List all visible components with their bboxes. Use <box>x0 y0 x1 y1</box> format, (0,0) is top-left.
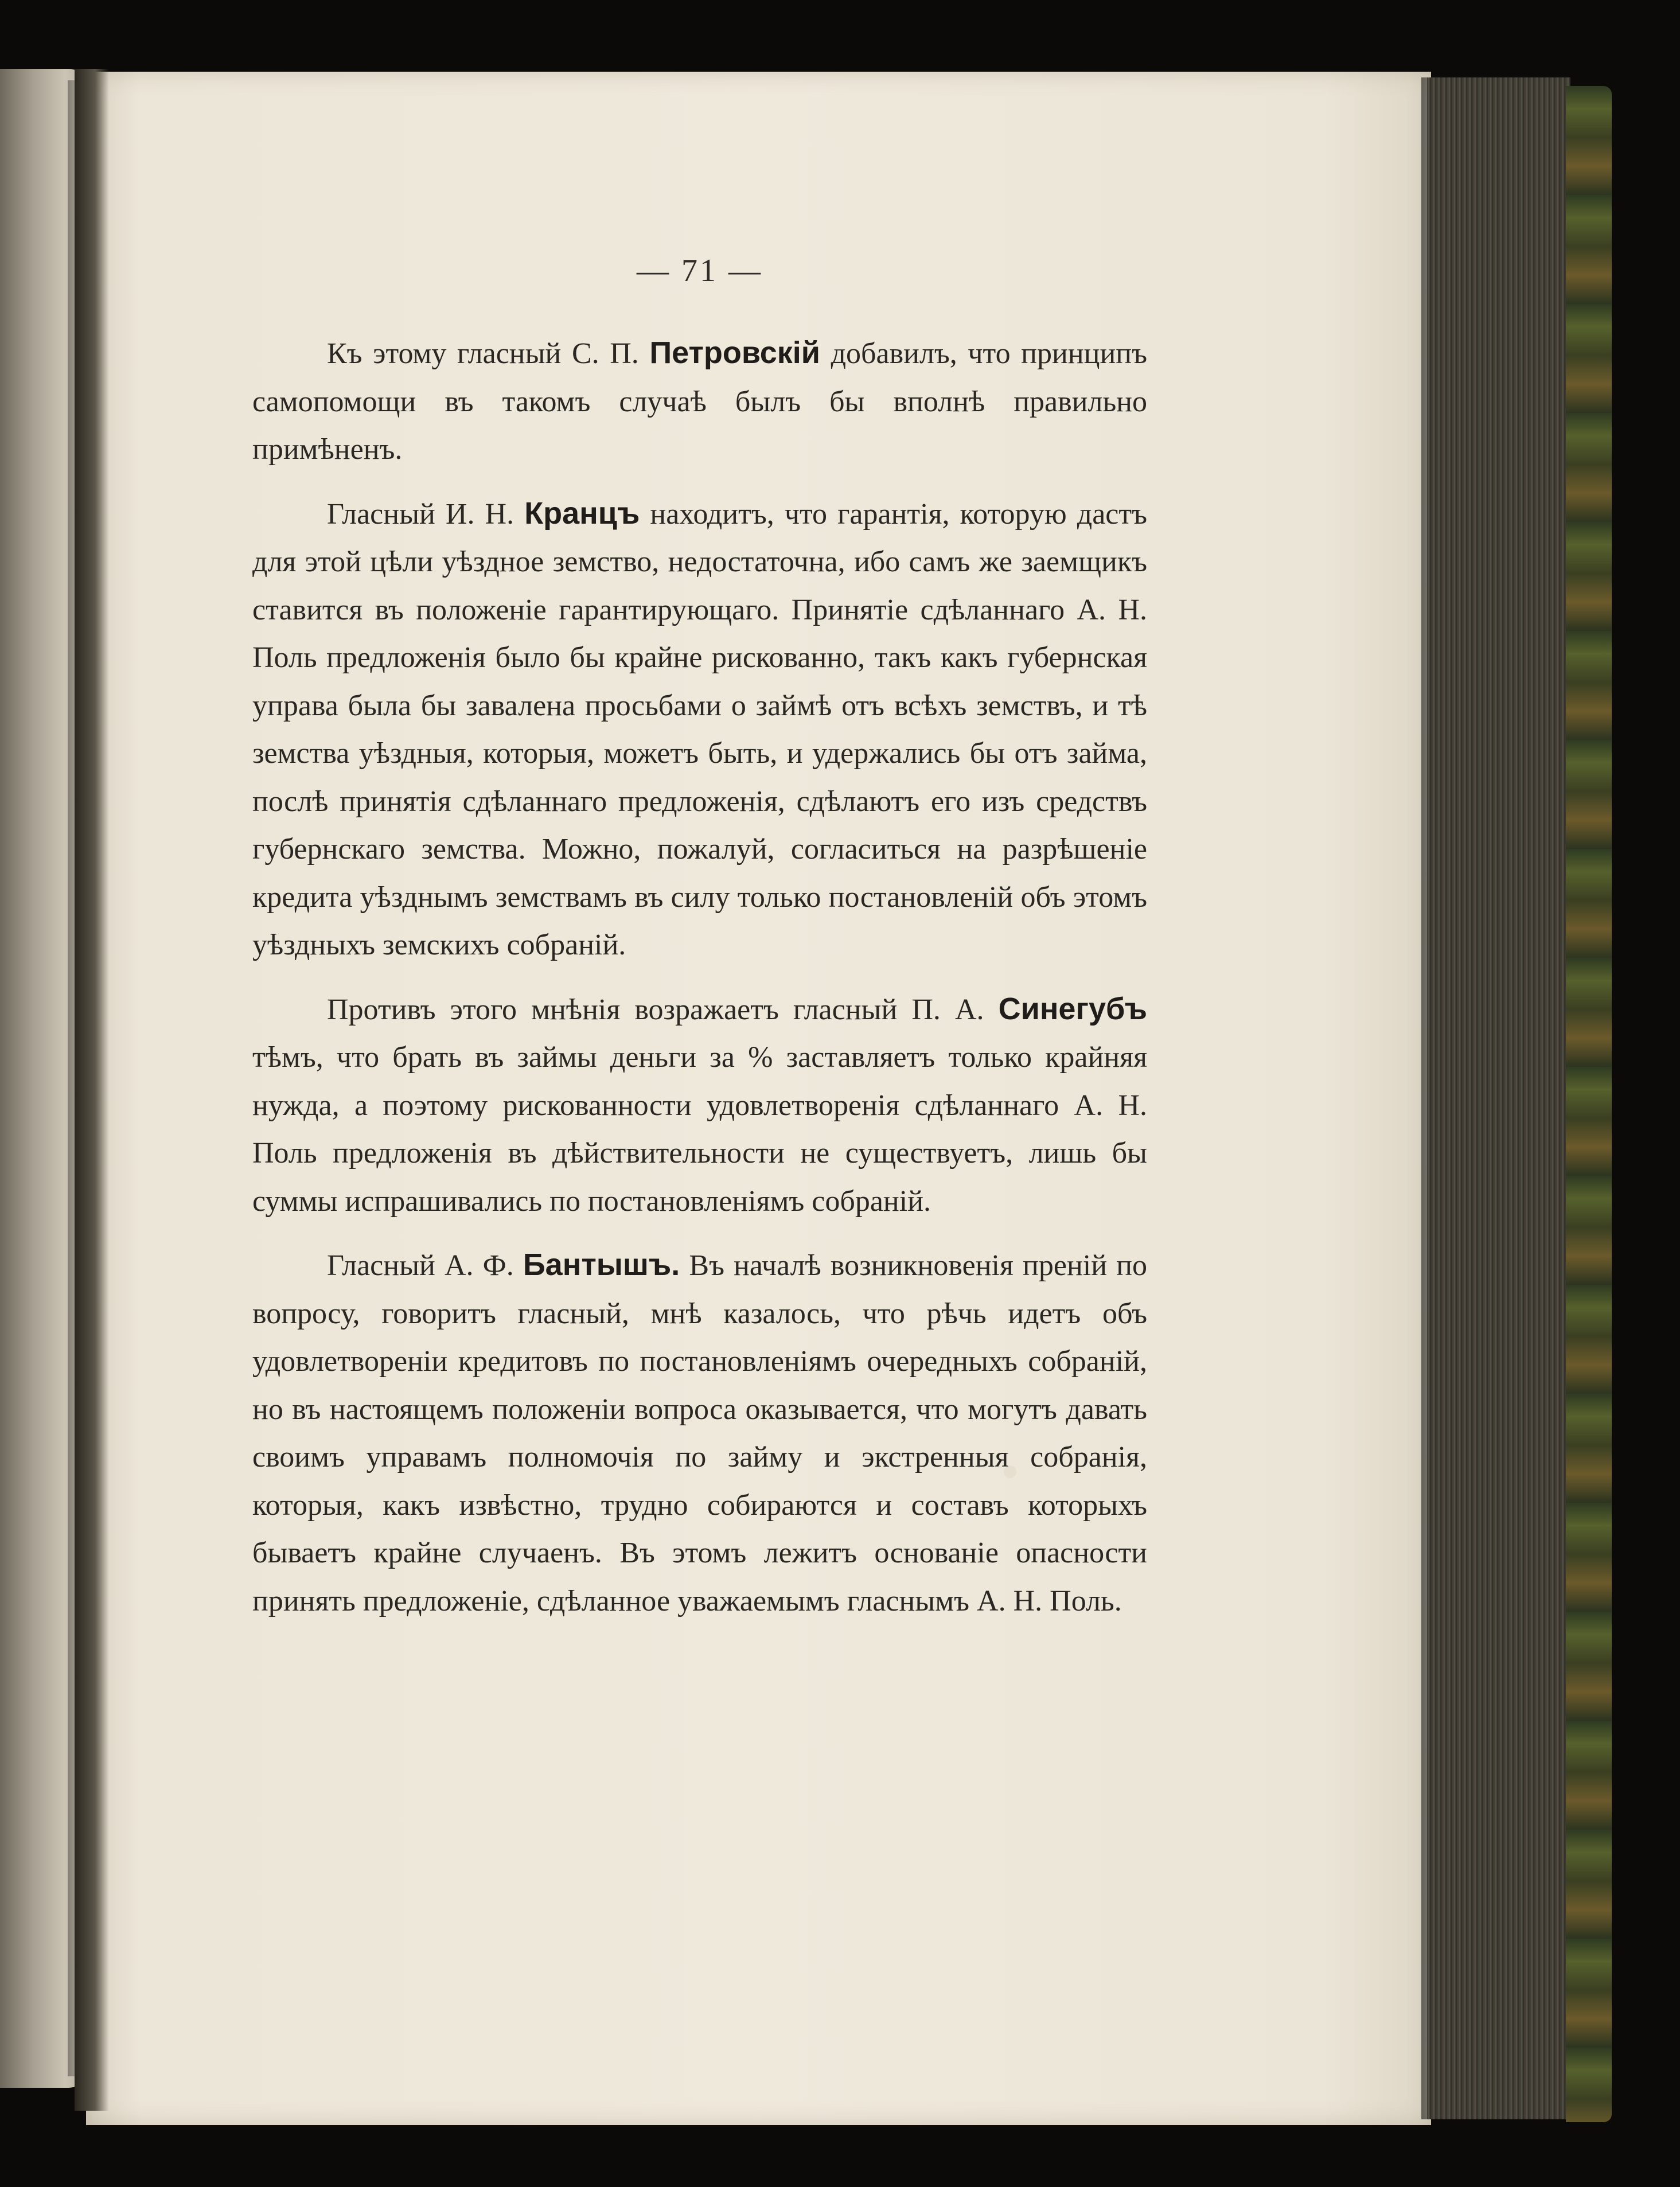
book-cover-edge <box>1566 86 1612 2122</box>
page-text <box>252 252 1147 1641</box>
paragraph-bantysh <box>252 1241 1147 1625</box>
paragraph-krants <box>252 490 1147 969</box>
speaker-name: Бантышъ. <box>523 1248 680 1282</box>
page-block-edge <box>1427 77 1570 2119</box>
speaker-name: Синегубъ <box>998 991 1147 1026</box>
paragraph-text: Противъ этого мнѣнія возражаетъ гласный П. А. <box>327 993 999 1026</box>
paragraph-text: находитъ, что гарантія, которую дастъ для этой цѣли уѣздное земство, недостаточна, ибо самъ же заемщикъ ставится въ положеніе гарантирующаго. Принятіе сдѣланнаго А. Н. Поль предложенія было бы крайне рискованно, такъ какъ губернская управа была бы завалена просьбами о займѣ отъ всѣхъ земствъ, и тѣ земства уѣздныя, которыя, можетъ быть, и удержались бы отъ займа, послѣ принятія сдѣланнаго предложенія, сдѣлаютъ его изъ средствъ губернскаго земства. Можно, пожалуй, согласиться на разрѣшеніе кредита уѣзднымъ земствамъ въ силу только постановленій объ этомъ уѣздныхъ земскихъ собраній. <box>252 497 1147 961</box>
paragraph-text: добавилъ, что принципъ самопомощи въ такомъ случаѣ былъ бы вполнѣ правильно примѣненъ. <box>252 337 1147 466</box>
speaker-name: Петровскій <box>649 336 821 370</box>
gutter-shadow <box>75 69 109 2111</box>
speaker-name: Кранцъ <box>524 496 640 531</box>
paragraph-text: тѣмъ, что брать въ займы деньги за % заставляетъ только крайняя нужда, а поэтому рискованности удовлетворенія сдѣланнаго А. Н. Поль предложенія въ дѣйствительности не существуетъ, лишь бы суммы испрашивались по постановленіямъ собраній. <box>252 1041 1147 1218</box>
paragraph-text: Въ началѣ возникновенія преній по вопросу, говоритъ гласный, мнѣ казалось, что рѣчь идетъ объ удовлетвореніи кредитовъ по постановленіямъ очередныхъ собраній, но въ настоящемъ положеніи вопроса оказывается, что могутъ давать своимъ управамъ полномочія по займу и экстренныя собранія, которыя, какъ извѣстно, трудно собираются и составъ которыхъ бываетъ крайне случаенъ. Въ этомъ лежитъ основаніе опасности принять предложеніе, сдѣланное уважаемымъ гласнымъ А. Н. Поль. <box>252 1249 1147 1617</box>
paragraph-petrovsky <box>252 329 1147 474</box>
paragraph-text: Гласный И. Н. <box>327 497 525 531</box>
paragraph-text: Гласный А. Ф. <box>327 1249 523 1282</box>
paragraph-text: Къ этому гласный С. П. <box>327 337 650 370</box>
paragraph-sinegub <box>252 985 1147 1226</box>
page-number: — 71 — <box>637 253 763 289</box>
